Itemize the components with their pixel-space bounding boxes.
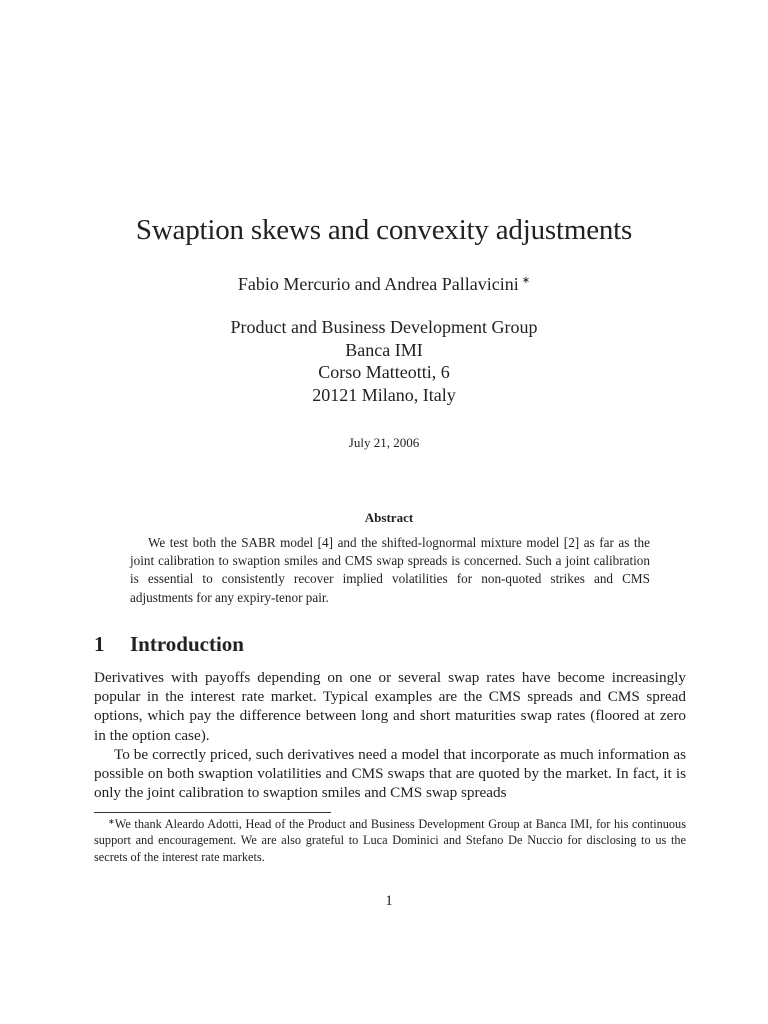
paper-title: Swaption skews and convexity adjustments: [135, 214, 633, 246]
affiliation-group: Product and Business Development Group: [230, 317, 538, 337]
affiliation-city: 20121 Milano, Italy: [312, 384, 456, 405]
abstract-text: We test both the SABR model [4] and the shifted-lognormal mixture model [2] as far as the joint calibration to swaption smiles and CMS swap spreads is concerned. Such a joint calibration is essential to consistently recover implied volatilities for non-quoted strikes and CMS adjustments for any expiry-tenor pair.: [130, 535, 650, 605]
paper-date: July 21, 2006: [348, 435, 420, 450]
paragraph: Derivatives with payoffs depending on one or several swap rates have become increasingly popular in the interest rate market. Typical examples are the CMS spreads and CMS spread options, which pay the difference between long and short maturities swap rates (floored at zero in the option case).: [94, 669, 686, 744]
section-heading: [94, 630, 244, 658]
abstract-heading: Abstract: [364, 510, 414, 525]
affiliation-street: Corso Matteotti, 6: [318, 362, 450, 382]
footnote-divider: [94, 812, 331, 813]
affiliation-block: [0, 316, 768, 406]
section-title: Introduction: [130, 632, 244, 656]
footnote-text: We thank Aleardo Adotti, Head of the Product and Business Development Group at Banca IMI, for his continuous support and encouragement. We are also grateful to Luca Dominici and Stefano De Nuccio for disclosing to us the secrets of the interest rate markets.: [94, 817, 686, 864]
footnote-mark: ∗: [108, 817, 115, 826]
author-names: Fabio Mercurio and Andrea Pallavicini: [237, 274, 519, 294]
page-number: 1: [385, 893, 393, 909]
section-number: 1: [94, 632, 105, 656]
footnote: [94, 814, 686, 865]
author-line: [0, 270, 768, 295]
section-body: [94, 668, 686, 802]
paragraph: To be correctly priced, such derivatives need a model that incorporate as much information as possible on both swaption volatilities and CMS swaps that are quoted by the market. In fact, it is only the joint calibration to swaption smiles and CMS swap spreads: [94, 745, 686, 802]
affiliation-institution: Banca IMI: [345, 339, 423, 360]
author-footnote-mark: ∗: [521, 275, 531, 286]
